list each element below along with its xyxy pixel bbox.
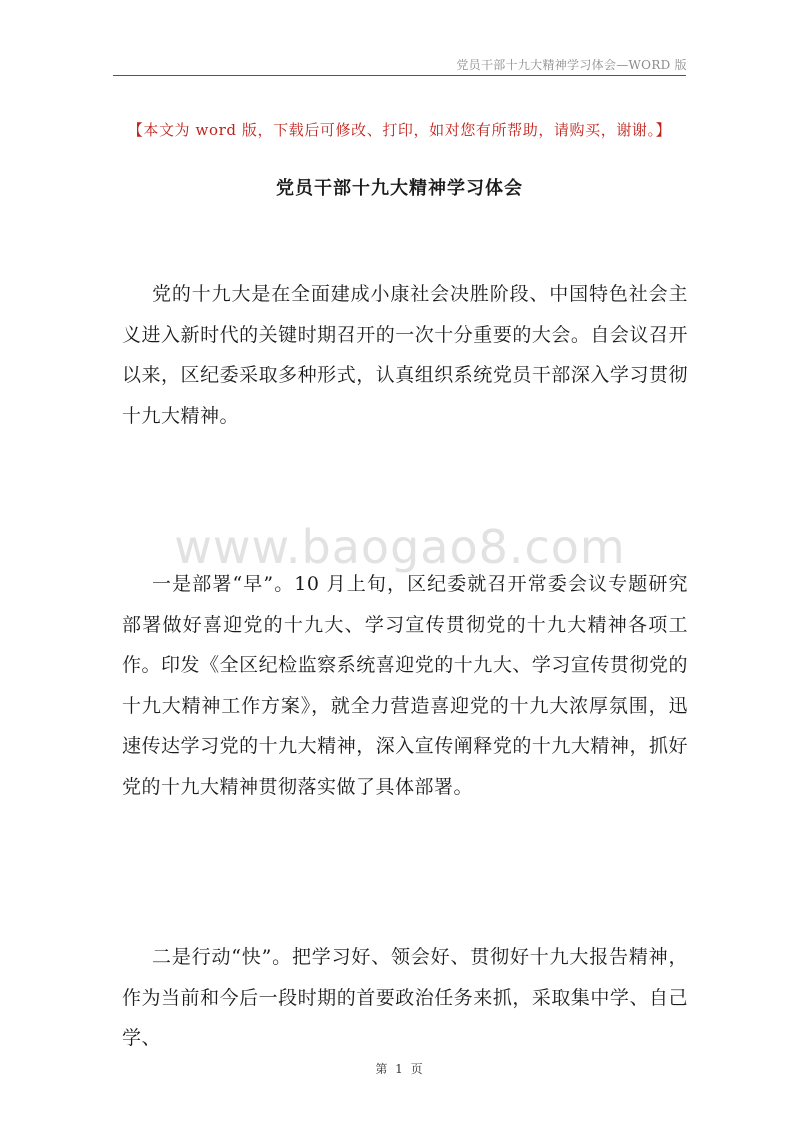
download-notice: 【本文为 word 版，下载后可修改、打印，如对您有所帮助，请购买，谢谢。】 (127, 121, 672, 139)
watermark: www.baogao8.com (174, 520, 626, 574)
paragraph-1: 党的十九大是在全面建成小康社会决胜阶段、中国特色社会主义进入新时代的关键时期召开的一次十分重要的大会。自会议召开以来，区纪委采取多种形式，认真组织系统党员干部深入学习贯彻十九大精神。 (122, 283, 688, 427)
header-title: 党员干部十九大精神学习体会—WORD 版 (456, 58, 687, 72)
page-number: 第 1 页 (375, 1062, 425, 1076)
document-title: 党员干部十九大精神学习体会 (276, 178, 523, 199)
paragraph-2: 一是部署“早”。10 月上旬，区纪委就召开常委会议专题研究部署做好喜迎党的十九大、学习宣传贯彻党的十九大精神各项工作。印发《全区纪检监察系统喜迎党的十九大、学习宣传贯彻党的十九大精神工作方案》，就全力营造喜迎党的十九大浓厚氛围，迅速传达学习党的十九大精神，深入宣传阐释党的十九大精神，抓好党的十九大精神贯彻落实做了具体部署。 (122, 573, 688, 798)
header-divider (113, 75, 686, 76)
paragraph-3: 二是行动“快”。把学习好、领会好、贯彻好十九大报告精神，作为当前和今后一段时期的首要政治任务来抓，采取集中学、自己学、 (122, 946, 688, 1049)
